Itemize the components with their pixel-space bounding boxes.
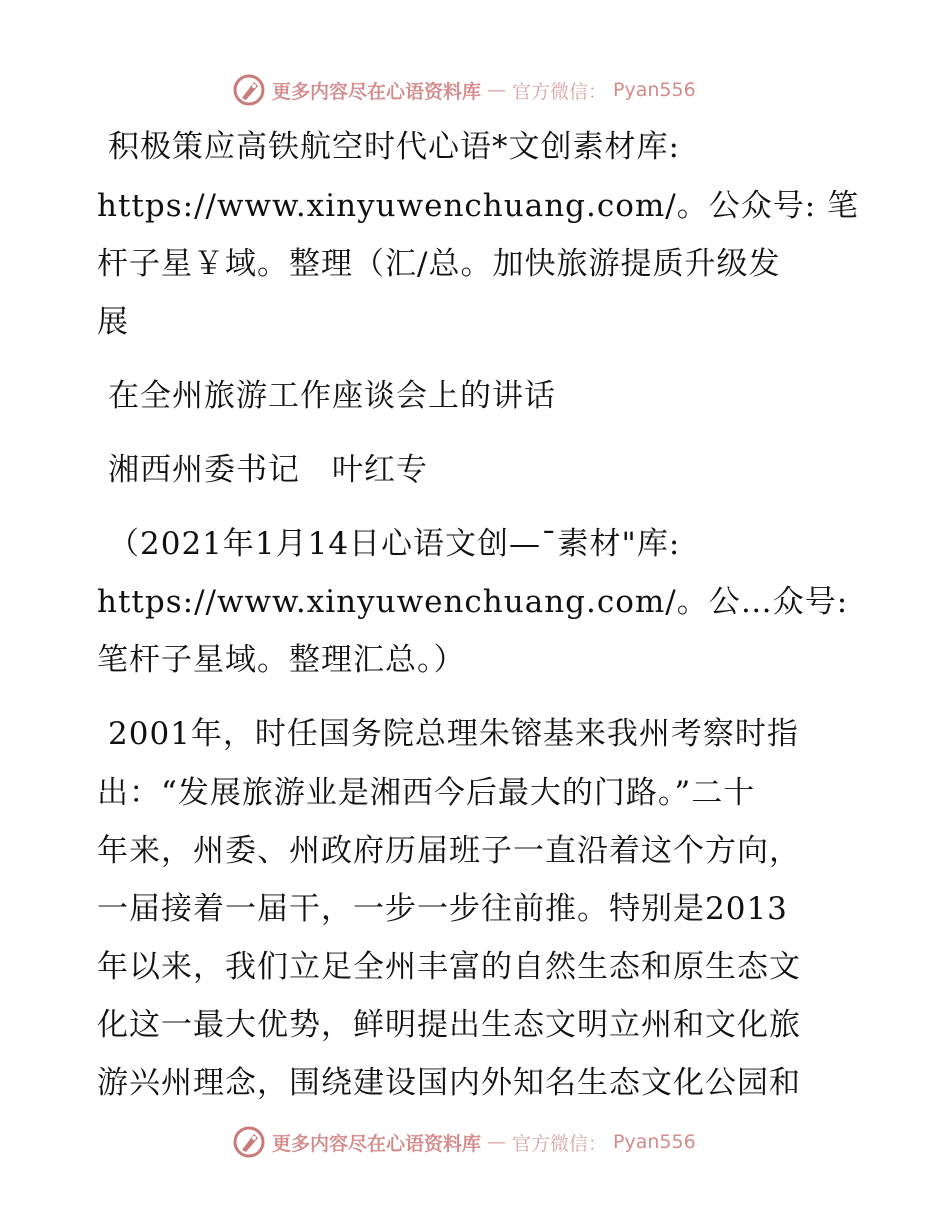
paragraph-line: 化这一最大优势，鲜明提出生态文明立州和文化旅: [97, 1007, 801, 1043]
paragraph-line: 一届接着一届干，一步一步往前推。特别是2013: [97, 891, 788, 927]
document-line: 杆子星￥域。整理（汇/总。加快旅游提质升级发: [97, 246, 781, 282]
watermark-separator: —: [487, 79, 507, 101]
header-watermark: [232, 72, 696, 108]
paragraph-line: 年来，州委、州政府历届班子一直沿着这个方向，: [97, 833, 801, 869]
document-line: 笔杆子星域。整理汇总。）: [97, 642, 466, 678]
watermark-label: 官方微信：: [512, 80, 608, 103]
watermark-wechat-id: Pyan556: [613, 79, 696, 101]
footer-watermark: [232, 1124, 696, 1160]
watermark-main-text: 更多内容尽在心语资料库: [272, 80, 482, 103]
watermark-label: 官方微信：: [512, 1132, 608, 1155]
paragraph-line: 游兴州理念，围绕建设国内外知名生态文化公园和: [97, 1065, 801, 1101]
paragraph-line: 年以来，我们立足全州丰富的自然生态和原生态文: [97, 949, 801, 985]
document-line: 展: [97, 304, 129, 340]
pen-nib-logo-icon: [232, 73, 266, 107]
speech-title: 在全州旅游工作座谈会上的讲话: [108, 378, 556, 414]
pen-nib-logo-icon: [232, 1125, 266, 1159]
document-line: （2021年1月14日心语文创—¯素材"库:: [108, 526, 681, 562]
watermark-main-text: 更多内容尽在心语资料库: [272, 1132, 482, 1155]
paragraph-line: 出：“发展旅游业是湘西今后最大的门路。”二十: [97, 775, 756, 811]
document-line: https://www.xinyuwenchuang.com/。公…众号:: [97, 584, 849, 620]
document-line: https://www.xinyuwenchuang.com/。公众号: 笔: [97, 188, 860, 224]
paragraph-line: 2001年，时任国务院总理朱镕基来我州考察时指: [108, 716, 799, 752]
speaker-line: 湘西州委书记 叶红专: [108, 452, 428, 488]
document-line: 积极策应高铁航空时代心语*文创素材库:: [108, 129, 680, 165]
watermark-wechat-id: Pyan556: [613, 1131, 696, 1153]
watermark-separator: —: [487, 1131, 507, 1153]
